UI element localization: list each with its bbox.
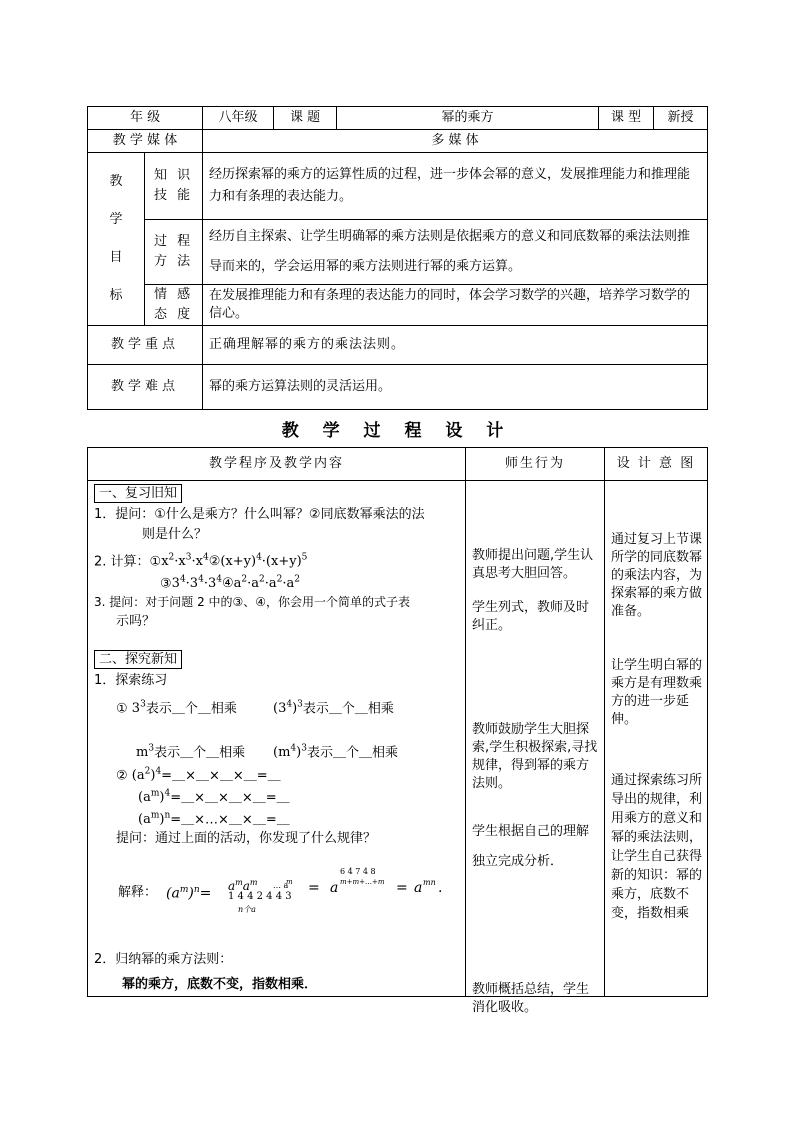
action-4: 学生根据自己的理解独立完成分析．	[472, 824, 590, 869]
actions-cell	[466, 481, 605, 1015]
question-1-cont: 则是什么？	[142, 527, 208, 542]
media-value: 多 媒 体	[203, 130, 708, 153]
type-value: 新授	[654, 107, 708, 130]
law-statement: 幂的乘方，底数不变，指数相乘．	[122, 977, 318, 992]
section-explore-title: 二、探究新知	[94, 650, 182, 669]
explain-formula: $(a^m)^n=$	[166, 885, 212, 902]
topic-value: 幂的乘方	[337, 107, 599, 130]
question-1: 1．提问：①什么是乘方？什么叫幂？②同底数幂乘法的法	[94, 507, 425, 522]
goals-header: 教 学 目 标	[88, 153, 145, 326]
header-actions: 师生行为	[466, 448, 605, 481]
topic-label: 课 题	[274, 107, 337, 130]
action-2: 学生列式，教师及时纠正。	[472, 600, 590, 633]
intent-3: 通过探索练习所导出的规律，利用乘方的意义和幂的乘法法则，让学生自己获得新的知识：幂的乘方，底数不变，指数相乘	[611, 773, 703, 921]
explain-label: 解释：	[118, 885, 158, 900]
lesson-info-table	[87, 106, 708, 410]
induce-title: 2．归纳幂的乘方法则：	[94, 952, 233, 967]
explore-title: 1．探索练习	[94, 673, 168, 688]
svg-text:mn: mn	[423, 878, 436, 887]
exercise-2b: $(a^m)^4=\_\times\_\times\_\times\_=\_$	[138, 789, 290, 806]
svg-text:a: a	[414, 880, 423, 896]
difficulty-value: 幂的乘方运算法则的灵活运用。	[203, 365, 708, 410]
svg-text:m: m	[286, 878, 293, 886]
intent-2: 让学生明白幂的乘方是有理数乘方的进一步延伸。	[611, 658, 703, 727]
goal-label-knowledge: 知 识 技 能	[145, 153, 203, 220]
derivation-formula	[228, 866, 478, 926]
exercise-1c: $m^3$表示＿个＿相乘	[136, 744, 246, 761]
key-point-label: 教学重点	[88, 326, 203, 365]
prompt-question: 提问：通过上面的活动，你发现了什么规律？	[116, 831, 377, 846]
header-content: 教学程序及教学内容	[88, 448, 466, 481]
question-2: 2. 计算：$①x^2\cdot x^3\cdot x^4②(x+y)^4\cdot(x+y)^5$	[94, 553, 308, 570]
intent-cell	[605, 481, 708, 997]
content-cell	[88, 481, 466, 997]
question-3-cont: 示吗？	[116, 614, 156, 629]
key-point-value: 正确理解幂的乘方的乘法法则。	[203, 326, 708, 365]
process-design-title: 教 学 过 程 设 计	[281, 421, 513, 441]
exercise-1d: $(m^4)^3$表示＿个＿相乘	[273, 744, 398, 761]
svg-text:… a: … a	[273, 881, 289, 890]
svg-text:m+m+…+m: m+m+…+m	[340, 878, 385, 886]
svg-text:.: .	[438, 880, 443, 896]
exercise-1a: ① $3^3$表示＿个＿相乘	[116, 700, 237, 717]
svg-text:n个a: n个a	[238, 905, 256, 914]
goal-text-process: 经历自主探索、让学生明确幂的乘方法则是依据乘方的意义和同底数幂的乘法法则推导而来的，学会运用幂的乘方法则进行幂的乘方运算。	[203, 220, 708, 285]
question-2-line2: $③3^4\cdot 3^4\cdot 3^4④a^2\cdot a^2\cdot a^2\cdot a^2$	[160, 575, 300, 592]
svg-text:amam: $a^ma^m$	[228, 878, 258, 893]
difficulty-label: 教学难点	[88, 365, 203, 410]
action-3: 教师鼓励学生大胆探索,学生积极探索,寻找规律，得到幂的乘方法则。	[472, 722, 598, 791]
action-5: 教师概括总结，学生消化吸收。	[472, 982, 590, 1015]
grade-value: 八年级	[203, 107, 274, 130]
svg-text:a: a	[330, 880, 339, 896]
process-table	[87, 447, 708, 1015]
exercise-1b: $(3^4)^3$表示＿个＿相乘	[273, 700, 394, 717]
svg-text:1 4 4 2 4 4 3: 1 4 4 2 4 4 3	[228, 891, 292, 902]
grade-label: 年 级	[88, 107, 203, 130]
header-intent: 设 计 意 图	[605, 448, 708, 481]
svg-text:6 4 7 4 8: 6 4 7 4 8	[340, 867, 376, 876]
type-label: 课 型	[599, 107, 654, 130]
goal-text-knowledge: 经历探索幂的乘方的运算性质的过程，进一步体会幂的意义，发展推理能力和推理能力和有条理的表达能力。	[203, 153, 708, 220]
svg-text:=: =	[396, 880, 408, 896]
svg-text:=: =	[308, 880, 320, 896]
goal-label-attitude: 情 感 态 度	[145, 285, 203, 326]
intent-1: 通过复习上节课所学的同底数幂的乘法内容，为探索幂的乘方做准备。	[611, 532, 703, 619]
exercise-2a: ② $(a^2)^4=\_\times\_\times\_\times\_=\_$	[116, 767, 281, 784]
goal-label-process: 过 程 方 法	[145, 220, 203, 285]
question-3: 3. 提问：对于问题 2 中的③、④，你会用一个简单的式子表	[94, 595, 411, 609]
media-label: 教 学 媒 体	[88, 130, 203, 153]
goal-text-attitude: 在发展推理能力和有条理的表达能力的同时，体会学习数学的兴趣，培养学习数学的信心。	[203, 285, 708, 326]
exercise-2c: $(a^m)^n=\_\times\dots\times\_\times\_=\_$	[138, 811, 290, 828]
section-review-title: 一、复习旧知	[94, 484, 182, 503]
action-1: 教师提出问题,学生认真思考大胆回答。	[472, 548, 594, 581]
